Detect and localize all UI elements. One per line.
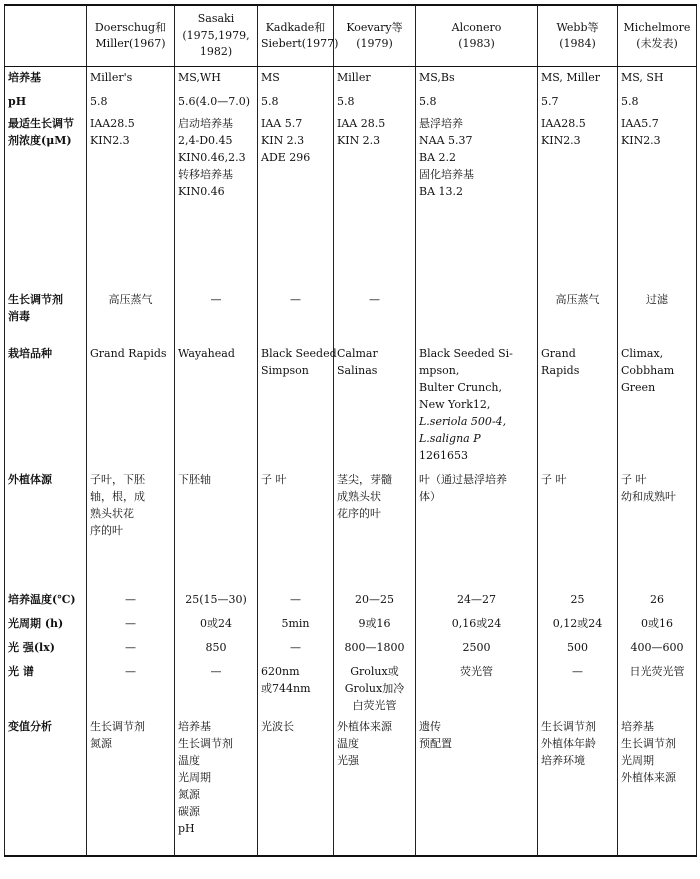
cell-line: 5.8 (337, 94, 355, 108)
cell-line: 培养环境 (541, 753, 585, 767)
table-cell (538, 589, 618, 613)
table-cell (416, 637, 538, 661)
cell-line: 400—600 (630, 640, 684, 654)
table-cell (87, 661, 175, 716)
cell-line: 5.8 (419, 94, 437, 108)
cell-line: pH (178, 821, 195, 835)
cell-line: 幼和成熟叶 (621, 489, 676, 503)
table-cell (538, 661, 618, 716)
table-cell (618, 113, 697, 289)
table-cell (618, 716, 697, 856)
table-cell (258, 113, 334, 289)
row-label-line: 培养基 (8, 71, 41, 84)
header-line: Alconero (451, 20, 502, 34)
table-cell (416, 589, 538, 613)
table-cell (87, 637, 175, 661)
table-cell (538, 613, 618, 637)
table-cell (538, 637, 618, 661)
table-body (5, 67, 697, 856)
table-cell (334, 589, 416, 613)
header-col-0 (87, 5, 175, 67)
cell-line: 遗传 (419, 719, 441, 733)
cell-line: 5.7 (541, 94, 559, 108)
cell-line: Wayahead (178, 346, 235, 360)
header-line: 1982) (199, 45, 233, 59)
table-cell (87, 613, 175, 637)
cell-line: New York12, (419, 397, 491, 411)
table-cell (258, 613, 334, 637)
cell-line: MS, SH (621, 71, 664, 84)
header-col-3 (334, 5, 416, 67)
cell-line: 0或24 (200, 616, 232, 630)
cell-line: Green (621, 380, 656, 394)
cell-line: 9或16 (358, 616, 391, 630)
table-cell (175, 469, 258, 589)
cell-line: 0,12或24 (552, 616, 603, 630)
cell-line: — (125, 640, 136, 654)
row-label (5, 613, 87, 637)
table-cell (618, 67, 697, 91)
cell-line: KIN 2.3 (337, 133, 381, 147)
cell-line: — (125, 616, 136, 630)
cell-line: 茎尖，芽髓 (337, 472, 392, 486)
cell-line: 生长调节剂 (90, 719, 145, 733)
table-cell (87, 289, 175, 343)
cell-line: 叶（通过悬浮培养 (419, 472, 507, 486)
cell-line: mpson, (419, 363, 460, 377)
header-line: Webb等 (556, 20, 599, 34)
cell-line: 620nm (261, 664, 300, 678)
cell-line: MS, Miller (541, 71, 600, 84)
table-cell (416, 661, 538, 716)
table-row (5, 113, 697, 289)
row-label (5, 343, 87, 469)
cell-line: Grand Rapids (90, 346, 167, 360)
cell-line: Black Seeded Si- (419, 346, 513, 360)
table-row (5, 613, 697, 637)
cell-line: 5.6(4.0—7.0) (178, 94, 251, 108)
table-cell (538, 343, 618, 469)
row-label-line: 光 谱 (8, 664, 34, 678)
table-cell (175, 716, 258, 856)
cell-line: 850 (205, 640, 227, 654)
table-cell (618, 661, 697, 716)
row-label-line: 光 强(lx) (8, 640, 55, 654)
cell-line: 生长调节剂 (178, 736, 233, 750)
table-cell (416, 91, 538, 113)
table-cell (87, 67, 175, 91)
header-line: (未发表) (636, 37, 678, 50)
table-cell (538, 716, 618, 856)
table-cell (87, 589, 175, 613)
header-col-6 (618, 5, 697, 67)
cell-line: 高压蒸气 (555, 292, 600, 306)
row-label-line: 光周期 (h) (8, 616, 64, 630)
cell-line: 26 (650, 592, 664, 606)
table-cell (258, 589, 334, 613)
table-cell (334, 613, 416, 637)
table-row (5, 67, 697, 91)
cell-line: Salinas (337, 363, 378, 377)
row-label-line: 培养温度(℃) (8, 592, 76, 606)
table-cell (175, 661, 258, 716)
cell-line: 1261653 (419, 448, 468, 462)
cell-line: 0或16 (641, 616, 673, 630)
cell-line: 800—1800 (344, 640, 405, 654)
cell-line: 5.8 (90, 94, 108, 108)
cell-line: Grand (541, 346, 576, 360)
table-cell (175, 637, 258, 661)
cell-line: L.saligna P (419, 431, 481, 445)
table-cell (87, 469, 175, 589)
table-cell (334, 113, 416, 289)
table-cell (175, 289, 258, 343)
cell-line: 光周期 (621, 753, 654, 767)
table-row (5, 716, 697, 856)
cell-line: KIN2.3 (541, 133, 581, 147)
cell-line: KIN0.46 (178, 184, 225, 198)
cell-line: 光波长 (261, 719, 294, 733)
table-cell (416, 67, 538, 91)
table-cell (416, 343, 538, 469)
cell-line: 预配置 (419, 736, 452, 750)
cell-line: 子 叶 (261, 472, 287, 486)
table-cell (538, 289, 618, 343)
cell-line: MS,WH (178, 71, 221, 84)
header-col-2 (258, 5, 339, 67)
table-cell (87, 91, 175, 113)
cell-line: 光强 (337, 753, 359, 767)
cell-line: 温度 (337, 736, 359, 750)
header-line: (1983) (458, 37, 495, 50)
table-cell (175, 613, 258, 637)
table-cell (87, 343, 175, 469)
cell-line: 固化培养基 (419, 167, 474, 181)
cell-line: BA 2.2 (419, 150, 457, 164)
table-cell (175, 67, 258, 91)
cell-line: 5.8 (621, 94, 639, 108)
cell-line: IAA5.7 (621, 116, 659, 130)
table-row (5, 661, 697, 716)
table-cell (87, 113, 175, 289)
table-cell (258, 91, 334, 113)
table-row (5, 91, 697, 113)
cell-line: 子 叶 (621, 472, 647, 486)
cell-line: 白荧光管 (352, 698, 397, 712)
table-cell (258, 343, 337, 469)
lettuce-culture-table (4, 4, 697, 857)
cell-line: 温度 (178, 753, 200, 767)
cell-line: 5min (281, 616, 310, 630)
cell-line: L.seriola 500-4, (419, 414, 507, 428)
row-label (5, 661, 87, 716)
cell-line: 序的叶 (90, 523, 123, 537)
cell-line: Miller's (90, 71, 133, 84)
cell-line: KIN2.3 (90, 133, 130, 147)
table-cell (618, 289, 697, 343)
cell-line: 子 叶 (541, 472, 567, 486)
cell-line: KIN 2.3 (261, 133, 305, 147)
cell-line: 培养基 (178, 719, 211, 733)
cell-line: 外植体来源 (621, 770, 676, 784)
row-label-line: 生长调节剂 (8, 292, 63, 306)
cell-line: 过滤 (646, 292, 668, 306)
table-cell (334, 343, 416, 469)
cell-line: 荧光管 (460, 664, 493, 678)
cell-line: 轴，根，成 (90, 489, 145, 503)
table-cell (618, 613, 697, 637)
cell-line: 25 (570, 592, 585, 606)
header-line: (1975,1979, (182, 28, 250, 42)
cell-line: IAA 5.7 (261, 116, 303, 130)
row-label (5, 67, 87, 91)
table-cell (538, 469, 618, 589)
cell-line: 生长调节剂 (621, 736, 676, 750)
table-cell (618, 469, 697, 589)
header-col-1 (175, 5, 258, 67)
cell-line: 氮源 (90, 736, 112, 750)
cell-line: MS (261, 71, 280, 84)
header-col-5 (538, 5, 618, 67)
table-cell (538, 67, 618, 91)
cell-line: 20—25 (355, 592, 394, 606)
table-cell (416, 469, 538, 589)
cell-line: 500 (567, 640, 588, 654)
table-cell (258, 716, 334, 856)
cell-line: 外植体年龄 (541, 736, 596, 750)
cell-line: 氮源 (178, 787, 200, 801)
table-cell (334, 469, 416, 589)
table-row (5, 637, 697, 661)
cell-line: Cobbham (621, 363, 675, 377)
cell-line: 成熟头状 (337, 489, 381, 503)
cell-line: Simpson (261, 363, 309, 377)
cell-line: — (369, 292, 380, 306)
cell-line: KIN0.46,2.3 (178, 150, 246, 164)
cell-line: 碳源 (178, 804, 200, 818)
cell-line: — (572, 664, 583, 678)
row-label-line: pH (8, 94, 27, 108)
cell-line: — (290, 640, 301, 654)
table-cell (258, 637, 334, 661)
header-col-4 (416, 5, 538, 67)
cell-line: Grolux或 (350, 664, 399, 678)
table-cell (334, 91, 416, 113)
cell-line: Rapids (541, 363, 580, 377)
row-label (5, 289, 87, 343)
table-cell (258, 661, 334, 716)
table-row (5, 469, 697, 589)
table-cell (258, 469, 334, 589)
table-cell (416, 716, 538, 856)
row-label (5, 589, 87, 613)
cell-line: — (290, 592, 301, 606)
header-line: Koevary等 (346, 20, 403, 34)
table-cell (416, 613, 538, 637)
cell-line: 5.8 (261, 94, 279, 108)
cell-line: 日光荧光管 (629, 664, 685, 678)
header-line: (1979) (356, 37, 393, 50)
cell-line: 24—27 (457, 592, 496, 606)
cell-line: 体） (419, 489, 441, 503)
table-cell (175, 91, 258, 113)
cell-line: 2,4-D0.45 (178, 133, 233, 147)
row-label-line: 剂浓度(μM) (8, 133, 72, 147)
cell-line: Grolux加冷 (344, 681, 405, 695)
table-cell (87, 716, 175, 856)
cell-line: 光周期 (178, 770, 211, 784)
header-line: Kadkade和 (265, 20, 326, 34)
cell-line: IAA28.5 (541, 116, 586, 130)
cell-line: 转移培养基 (178, 167, 233, 181)
cell-line: 培养基 (621, 719, 654, 733)
header-line: Sasaki (197, 12, 235, 26)
table-cell (258, 289, 334, 343)
header-line: (1984) (559, 37, 596, 50)
table-cell (334, 661, 416, 716)
row-label-line: 最适生长调节 (8, 116, 74, 130)
cell-line: BA 13.2 (419, 184, 464, 198)
cell-line: 生长调节剂 (541, 719, 596, 733)
cell-line: 0,16或24 (451, 616, 502, 630)
row-label (5, 91, 87, 113)
cell-line: — (290, 292, 301, 306)
cell-line: IAA 28.5 (337, 116, 386, 130)
cell-line: 花序的叶 (337, 506, 381, 520)
cell-line: ADE 296 (261, 150, 311, 164)
table-cell (538, 91, 618, 113)
row-label-line: 变值分析 (8, 719, 52, 733)
table-row (5, 289, 697, 343)
table-cell (416, 113, 538, 289)
table-cell (618, 589, 697, 613)
cell-line: — (210, 664, 222, 678)
table-cell (618, 343, 697, 469)
table-cell (618, 91, 697, 113)
cell-line: 外植体来源 (337, 719, 392, 733)
row-label (5, 716, 87, 856)
cell-line: — (125, 664, 136, 678)
cell-line: 高压蒸气 (108, 292, 153, 306)
table-cell (175, 589, 258, 613)
table-cell (538, 113, 618, 289)
table-cell (334, 637, 416, 661)
table-cell (334, 67, 416, 91)
table-cell (258, 67, 334, 91)
cell-line: 启动培养基 (178, 116, 233, 130)
table-cell (618, 637, 697, 661)
row-label (5, 469, 87, 589)
row-label-line: 栽培品种 (8, 346, 52, 360)
row-label-line: 消毒 (8, 309, 30, 323)
cell-line: 2500 (462, 640, 491, 654)
cell-line: Bulter Crunch, (419, 380, 502, 394)
cell-line: Climax, (621, 346, 664, 360)
cell-line: 下胚轴 (178, 472, 211, 486)
row-label (5, 637, 87, 661)
table-cell (334, 289, 416, 343)
cell-line: NAA 5.37 (419, 133, 473, 147)
cell-line: 25(15—30) (185, 592, 247, 606)
cell-line: 悬浮培养 (419, 116, 463, 130)
table-row (5, 589, 697, 613)
cell-line: 子叶，下胚 (90, 472, 145, 486)
row-label-line: 外植体源 (8, 472, 52, 486)
header-line: Doerschug和 (94, 20, 167, 34)
cell-line: KIN2.3 (621, 133, 661, 147)
cell-line: 或744nm (261, 681, 311, 695)
table-cell (334, 716, 416, 856)
row-label (5, 113, 87, 289)
cell-line: MS,Bs (419, 71, 455, 84)
cell-line: IAA28.5 (90, 116, 135, 130)
header-line: Siebert(1977) (261, 37, 339, 50)
header-line: Michelmore (623, 20, 691, 34)
cell-line: Calmar (337, 346, 378, 360)
cell-line: Miller (337, 71, 371, 84)
cell-line: Black Seeded (261, 346, 337, 360)
table-cell (416, 289, 538, 343)
table-cell (175, 113, 258, 289)
header-row (5, 5, 697, 67)
header-line: Miller(1967) (95, 37, 166, 50)
table-row (5, 343, 697, 469)
header-corner (5, 5, 87, 67)
cell-line: — (210, 292, 222, 306)
cell-line: 熟头状花 (90, 506, 134, 520)
cell-line: — (125, 592, 136, 606)
table-cell (175, 343, 258, 469)
